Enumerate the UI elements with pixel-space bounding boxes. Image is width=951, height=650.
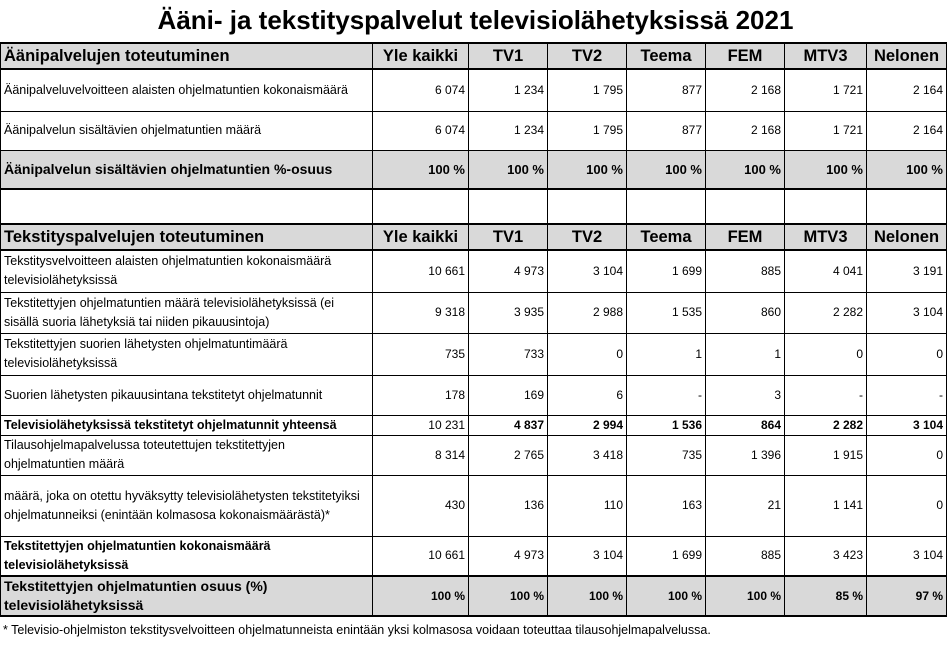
cell: 1 721 [785,111,867,150]
column-header: Yle kaikki [373,43,469,69]
cell: 1 536 [627,415,706,435]
empty-cell [548,189,627,224]
table-row-total [1,150,947,189]
spacer-row [1,189,947,224]
cell: 100 % [785,150,867,189]
empty-cell [627,189,706,224]
empty-cell [373,189,469,224]
cell: 1 699 [627,250,706,292]
column-header: MTV3 [785,43,867,69]
cell: 877 [627,111,706,150]
data-table [0,42,947,617]
table-row-share [1,576,947,616]
cell: 100 % [548,576,627,616]
subtitles-header-row [1,224,947,250]
footnote: * Televisio-ohjelmiston tekstitysvelvoitteen ohjelmatunneista enintään yksi kolmasosa voidaan toteuttaa tilausohjelmapalvelussa. [3,623,711,637]
column-header: Nelonen [867,43,947,69]
table-row [1,111,947,150]
cell: 1 915 [785,435,867,475]
column-header: TV1 [469,43,548,69]
cell: 3 104 [867,536,947,576]
cell: 136 [469,475,548,536]
row-label: Tekstitettyjen suorien lähetysten ohjelmatuntimäärä televisiolähetyksissä [1,333,373,375]
cell: - [867,375,947,415]
cell: 4 973 [469,536,548,576]
column-header: FEM [706,43,785,69]
audio-header-row [1,43,947,69]
row-label: Tekstitettyjen ohjelmatuntien kokonaismäärä televisiolähetyksissä [1,536,373,576]
cell: 3 191 [867,250,947,292]
cell: 885 [706,250,785,292]
cell: 0 [548,333,627,375]
row-label: Tekstitettyjen ohjelmatuntien osuus (%) televisiolähetyksissä [1,576,373,616]
row-label: Äänipalvelun sisältävien ohjelmatuntien %-osuus [1,150,373,189]
cell: 169 [469,375,548,415]
column-header: Yle kaikki [373,224,469,250]
table-row-total [1,536,947,576]
cell: 1 141 [785,475,867,536]
row-label: Äänipalvelun sisältävien ohjelmatuntien määrä [1,111,373,150]
cell: 0 [867,435,947,475]
cell: 21 [706,475,785,536]
subtitles-section-title: Tekstityspalvelujen toteutuminen [1,224,373,250]
column-header: TV1 [469,224,548,250]
cell: 877 [627,69,706,111]
cell: 1 721 [785,69,867,111]
cell: 2 282 [785,415,867,435]
cell: 1 699 [627,536,706,576]
cell: 3 [706,375,785,415]
table-row [1,333,947,375]
table-row [1,475,947,536]
cell: 100 % [548,150,627,189]
cell: 2 164 [867,111,947,150]
empty-cell [1,189,373,224]
cell: 1 234 [469,69,548,111]
table-row [1,292,947,333]
row-label: Suorien lähetysten pikauusintana tekstitetyt ohjelmatunnit [1,375,373,415]
cell: 3 935 [469,292,548,333]
cell: 1 795 [548,69,627,111]
cell: 3 423 [785,536,867,576]
empty-cell [867,189,947,224]
cell: 10 661 [373,536,469,576]
cell: 735 [373,333,469,375]
cell: 0 [785,333,867,375]
cell: 100 % [373,150,469,189]
cell: 2 168 [706,69,785,111]
table-row [1,435,947,475]
cell: 97 % [867,576,947,616]
cell: 1 234 [469,111,548,150]
cell: 1 795 [548,111,627,150]
table-row-subtotal [1,415,947,435]
cell: 100 % [706,150,785,189]
row-label: Tekstitettyjen ohjelmatuntien määrä televisiolähetyksissä (ei sisällä suoria lähetyksiä tai niiden pikauusintoja) [1,292,373,333]
cell: 3 104 [867,415,947,435]
row-label: Tekstitysvelvoitteen alaisten ohjelmatuntien kokonaismäärä televisiolähetyksissä [1,250,373,292]
cell: 6 074 [373,69,469,111]
cell: 2 988 [548,292,627,333]
cell: 733 [469,333,548,375]
cell: 2 765 [469,435,548,475]
cell: 10 661 [373,250,469,292]
cell: 2 282 [785,292,867,333]
column-header: Nelonen [867,224,947,250]
cell: - [785,375,867,415]
cell: 3 104 [548,250,627,292]
cell: 1 535 [627,292,706,333]
row-label: Tilausohjelmapalvelussa toteutettujen tekstitettyjen ohjelmatuntien määrä [1,435,373,475]
audio-section-title: Äänipalvelujen toteutuminen [1,43,373,69]
cell: 1 396 [706,435,785,475]
column-header: Teema [627,43,706,69]
column-header: Teema [627,224,706,250]
cell: 0 [867,475,947,536]
cell: 6 074 [373,111,469,150]
column-header: TV2 [548,224,627,250]
cell: 4 973 [469,250,548,292]
cell: 3 104 [867,292,947,333]
cell: 864 [706,415,785,435]
cell: 1 [627,333,706,375]
column-header: TV2 [548,43,627,69]
cell: 85 % [785,576,867,616]
empty-cell [785,189,867,224]
cell: 9 318 [373,292,469,333]
page-title: Ääni- ja tekstityspalvelut televisiolähetyksissä 2021 [157,5,794,35]
cell: 4 041 [785,250,867,292]
row-label: Äänipalveluvelvoitteen alaisten ohjelmatuntien kokonaismäärä [1,69,373,111]
cell: 2 168 [706,111,785,150]
cell: 0 [867,333,947,375]
cell: 100 % [373,576,469,616]
cell: 885 [706,536,785,576]
cell: 100 % [867,150,947,189]
cell: 8 314 [373,435,469,475]
row-label: määrä, joka on otettu hyväksytty televisiolähetysten tekstitetyiksi ohjelmatunneiksi (enintään kolmasosa kokonaismäärästä)* [1,475,373,536]
cell: 3 418 [548,435,627,475]
cell: 100 % [469,150,548,189]
cell: 178 [373,375,469,415]
cell: 430 [373,475,469,536]
cell: 110 [548,475,627,536]
column-header: MTV3 [785,224,867,250]
table-row [1,375,947,415]
column-header: FEM [706,224,785,250]
cell: 3 104 [548,536,627,576]
cell: 100 % [627,576,706,616]
empty-cell [469,189,548,224]
row-label: Televisiolähetyksissä tekstitetyt ohjelmatunnit yhteensä [1,415,373,435]
table-row [1,69,947,111]
cell: 860 [706,292,785,333]
cell: 2 994 [548,415,627,435]
cell: 1 [706,333,785,375]
cell: 163 [627,475,706,536]
table-row [1,250,947,292]
cell: 100 % [469,576,548,616]
cell: - [627,375,706,415]
cell: 6 [548,375,627,415]
cell: 735 [627,435,706,475]
empty-cell [706,189,785,224]
cell: 100 % [706,576,785,616]
cell: 4 837 [469,415,548,435]
cell: 10 231 [373,415,469,435]
cell: 2 164 [867,69,947,111]
cell: 100 % [627,150,706,189]
